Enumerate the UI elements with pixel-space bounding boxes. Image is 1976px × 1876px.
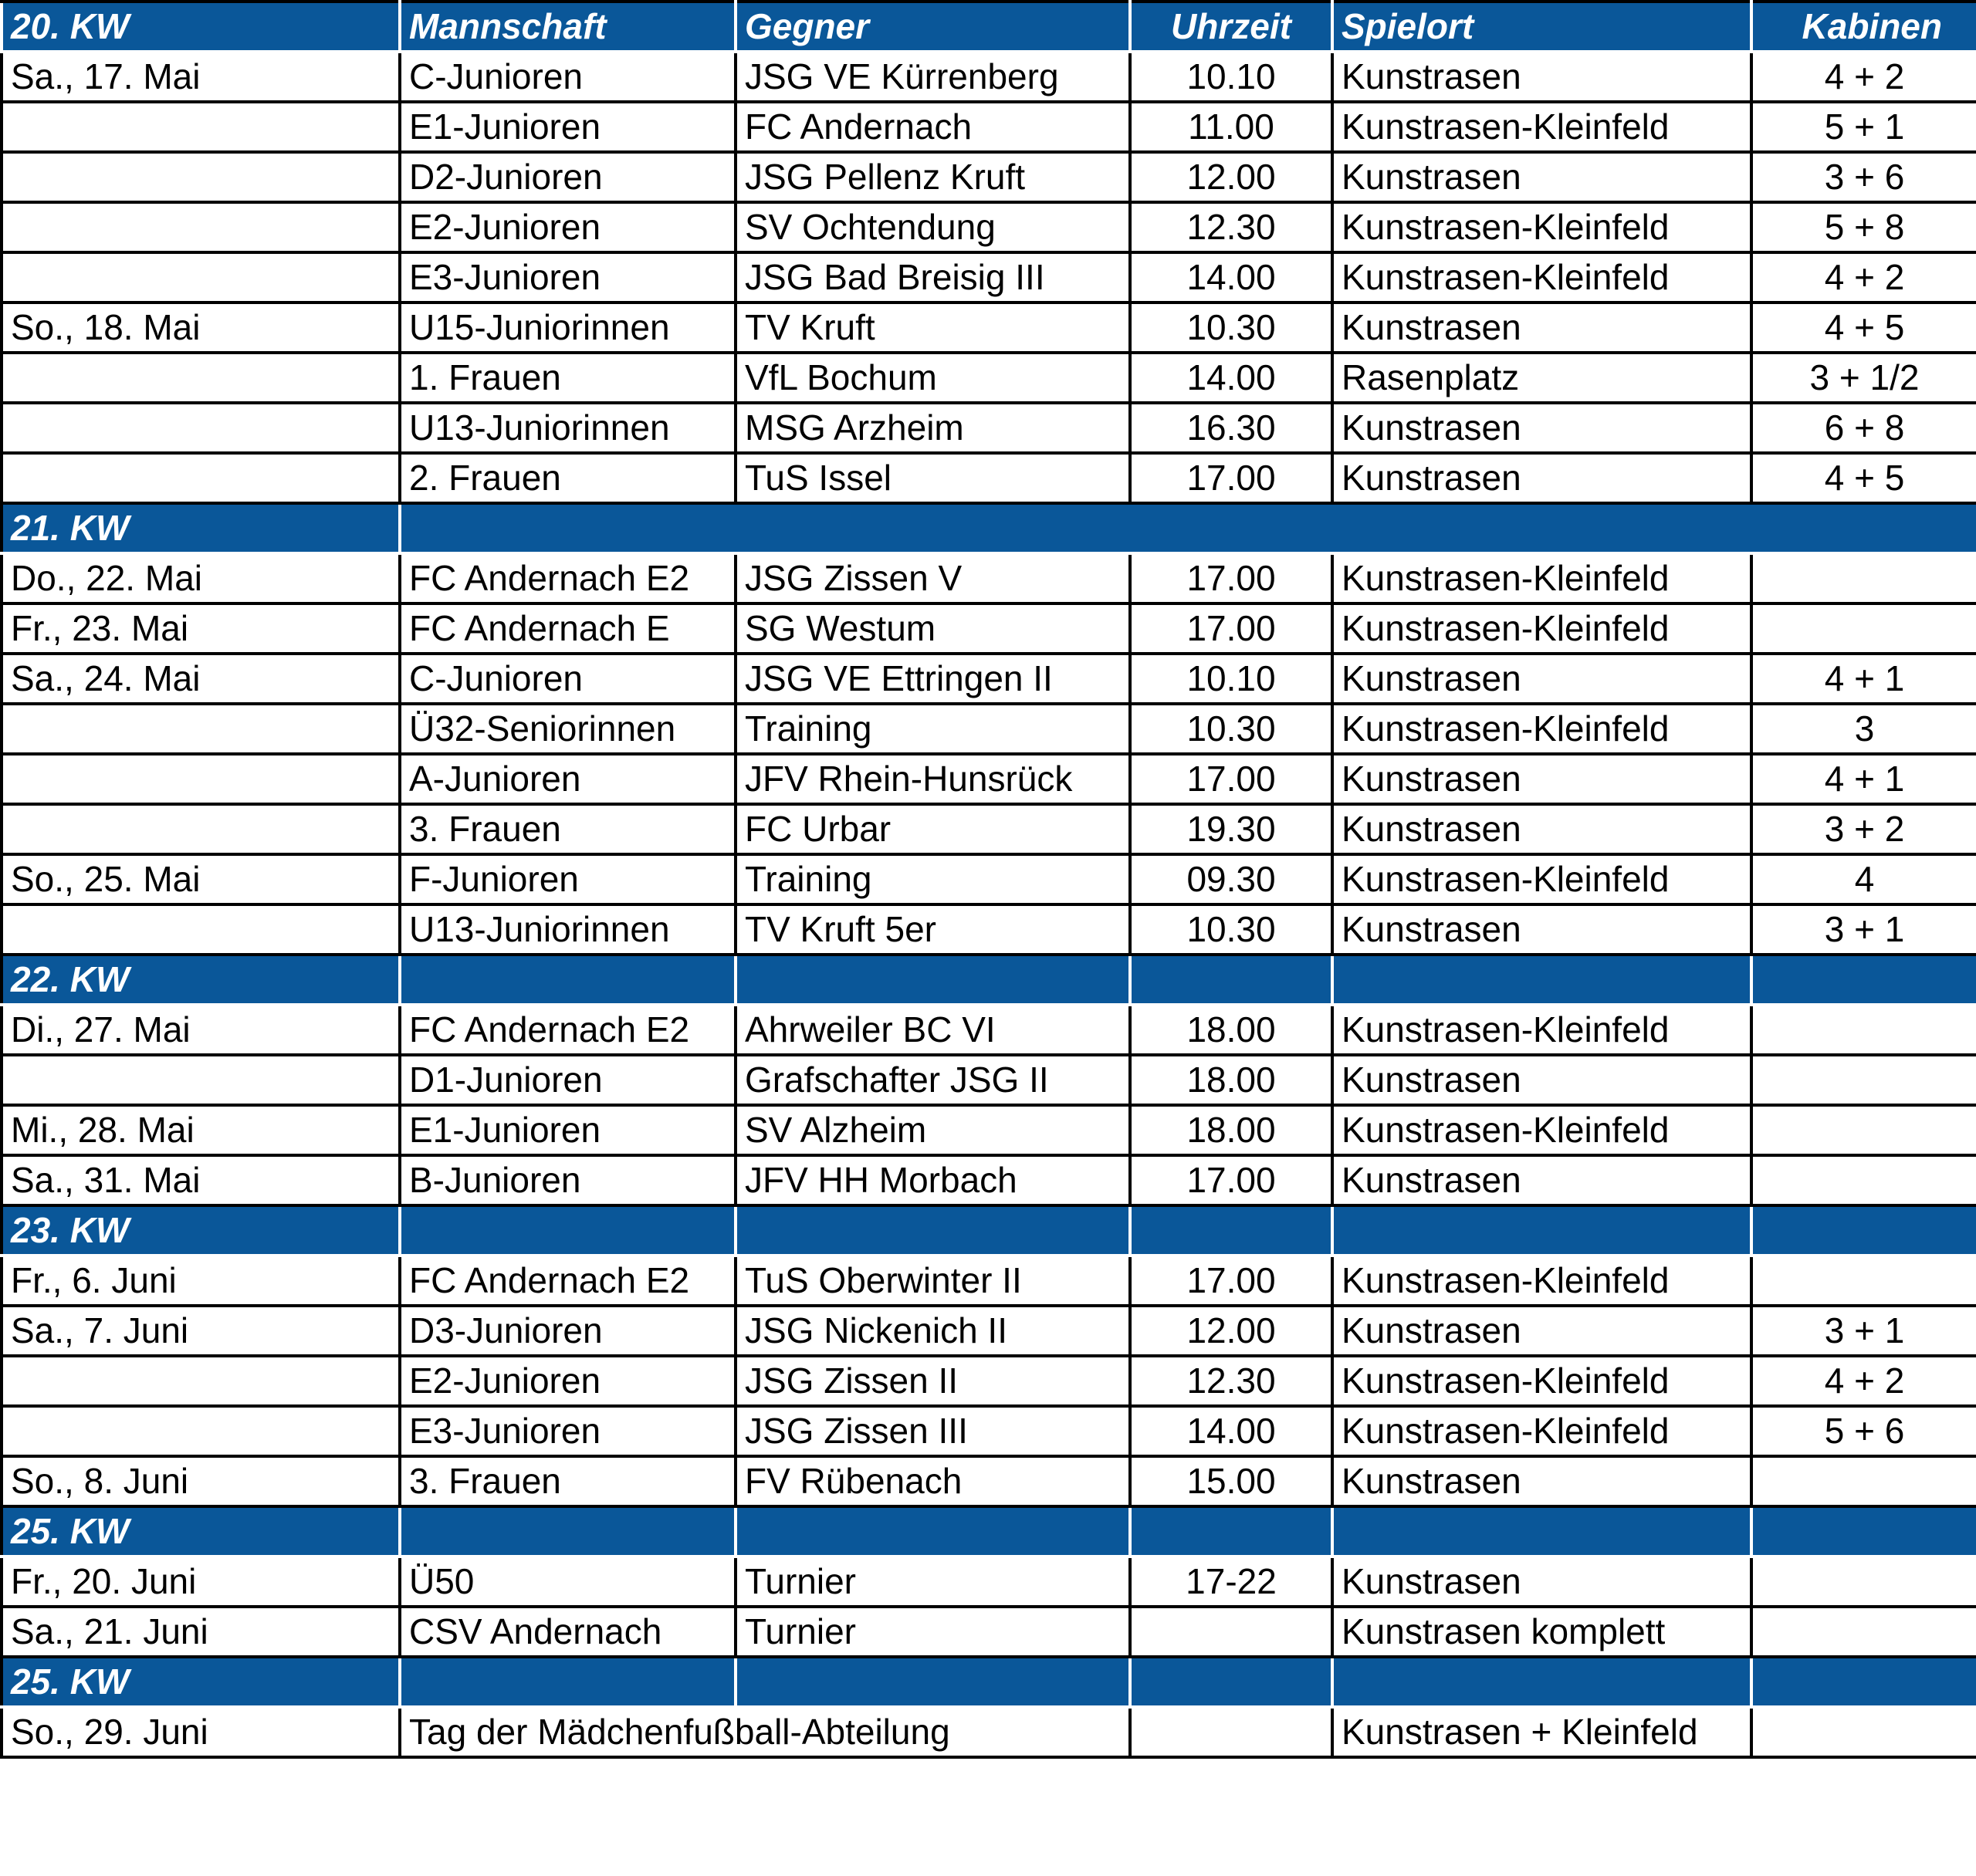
week-row: [2, 1205, 1976, 1256]
cabins-cell: 3 + 2: [1751, 804, 1976, 854]
opponent-cell: TV Kruft 5er: [736, 904, 1130, 955]
location-cell: Kunstrasen: [1332, 654, 1751, 704]
cabins-cell: 4 + 5: [1751, 453, 1976, 503]
cabins-cell: 4 + 2: [1751, 52, 1976, 102]
team-cell: 2. Frauen: [400, 453, 736, 503]
time-cell: 15.00: [1130, 1456, 1332, 1506]
cabins-cell: 4: [1751, 854, 1976, 904]
time-cell: 10.10: [1130, 52, 1332, 102]
team-cell: E1-Junioren: [400, 102, 736, 152]
location-cell: Kunstrasen-Kleinfeld: [1332, 1256, 1751, 1306]
location-cell: Kunstrasen: [1332, 303, 1751, 353]
opponent-cell: TuS Oberwinter II: [736, 1256, 1130, 1306]
team-cell: E2-Junioren: [400, 202, 736, 252]
date-cell: [2, 1055, 400, 1105]
opponent-cell: JSG Bad Breisig III: [736, 252, 1130, 303]
date-cell: [2, 252, 400, 303]
date-cell: So., 25. Mai: [2, 854, 400, 904]
week-filler: [736, 1506, 1130, 1557]
date-cell: [2, 152, 400, 202]
week-label: 25. KW: [2, 1506, 400, 1557]
location-cell: Kunstrasen-Kleinfeld: [1332, 1005, 1751, 1055]
opponent-cell: JSG Zissen II: [736, 1356, 1130, 1406]
cabins-cell: 4 + 1: [1751, 654, 1976, 704]
time-cell: 17.00: [1130, 453, 1332, 503]
time-cell: 09.30: [1130, 854, 1332, 904]
game-row: [2, 1256, 1976, 1306]
week-filler: [400, 1205, 736, 1256]
team-cell: C-Junioren: [400, 654, 736, 704]
location-cell: Kunstrasen: [1332, 152, 1751, 202]
time-cell: [1130, 1707, 1332, 1757]
game-row: [2, 1456, 1976, 1506]
time-cell: 17.00: [1130, 1155, 1332, 1205]
cabins-cell: [1751, 1155, 1976, 1205]
date-cell: Sa., 7. Juni: [2, 1306, 400, 1356]
date-cell: So., 18. Mai: [2, 303, 400, 353]
time-cell: 10.30: [1130, 704, 1332, 754]
opponent-cell: Training: [736, 704, 1130, 754]
time-cell: 11.00: [1130, 102, 1332, 152]
location-cell: Kunstrasen: [1332, 904, 1751, 955]
opponent-cell: MSG Arzheim: [736, 403, 1130, 453]
week-filler: [1332, 1205, 1751, 1256]
opponent-cell: FC Andernach: [736, 102, 1130, 152]
game-row: [2, 1406, 1976, 1456]
opponent-cell: JFV HH Morbach: [736, 1155, 1130, 1205]
date-cell: Fr., 23. Mai: [2, 603, 400, 654]
team-cell: D3-Junioren: [400, 1306, 736, 1356]
time-cell: 10.30: [1130, 904, 1332, 955]
time-cell: 19.30: [1130, 804, 1332, 854]
opponent-cell: Ahrweiler BC VI: [736, 1005, 1130, 1055]
header-opponent: Gegner: [736, 2, 1130, 52]
time-cell: 14.00: [1130, 1406, 1332, 1456]
team-cell: 1. Frauen: [400, 353, 736, 403]
cabins-cell: 5 + 1: [1751, 102, 1976, 152]
time-cell: 17.00: [1130, 553, 1332, 603]
time-cell: 12.30: [1130, 1356, 1332, 1406]
team-cell: FC Andernach E2: [400, 1005, 736, 1055]
event-row: [2, 1707, 1976, 1757]
location-cell: Kunstrasen-Kleinfeld: [1332, 553, 1751, 603]
time-cell: 17.00: [1130, 1256, 1332, 1306]
date-cell: Fr., 6. Juni: [2, 1256, 400, 1306]
time-cell: 17.00: [1130, 603, 1332, 654]
team-cell: E3-Junioren: [400, 252, 736, 303]
opponent-cell: JSG Zissen III: [736, 1406, 1130, 1456]
location-cell: Kunstrasen: [1332, 1456, 1751, 1506]
opponent-cell: Turnier: [736, 1607, 1130, 1657]
location-cell: Kunstrasen-Kleinfeld: [1332, 102, 1751, 152]
date-cell: [2, 754, 400, 804]
cabins-cell: 4 + 1: [1751, 754, 1976, 804]
week-filler: [1332, 955, 1751, 1005]
opponent-cell: JFV Rhein-Hunsrück: [736, 754, 1130, 804]
cabins-cell: 4 + 2: [1751, 1356, 1976, 1406]
week-filler: [400, 1506, 736, 1557]
week-filler: [1751, 1205, 1976, 1256]
game-row: [2, 1306, 1976, 1356]
opponent-cell: FC Urbar: [736, 804, 1130, 854]
team-cell: C-Junioren: [400, 52, 736, 102]
cabins-cell: 3 + 6: [1751, 152, 1976, 202]
team-cell: E3-Junioren: [400, 1406, 736, 1456]
team-cell: 3. Frauen: [400, 1456, 736, 1506]
cabins-cell: [1751, 553, 1976, 603]
team-cell: U13-Juniorinnen: [400, 403, 736, 453]
cabins-cell: 3 + 1: [1751, 1306, 1976, 1356]
team-cell: E2-Junioren: [400, 1356, 736, 1406]
team-cell: D1-Junioren: [400, 1055, 736, 1105]
date-cell: Sa., 31. Mai: [2, 1155, 400, 1205]
team-cell: 3. Frauen: [400, 804, 736, 854]
game-row: [2, 804, 1976, 854]
opponent-cell: JSG Pellenz Kruft: [736, 152, 1130, 202]
date-cell: [2, 202, 400, 252]
game-row: [2, 152, 1976, 202]
cabins-cell: [1751, 1607, 1976, 1657]
week-label: 23. KW: [2, 1205, 400, 1256]
date-cell: [2, 804, 400, 854]
week-filler: [1332, 1506, 1751, 1557]
cabins-cell: 5 + 6: [1751, 1406, 1976, 1456]
date-cell: [2, 1406, 400, 1456]
game-row: [2, 453, 1976, 503]
game-row: [2, 1005, 1976, 1055]
game-row: [2, 102, 1976, 152]
event-title-cell: Tag der Mädchenfußball-Abteilung: [400, 1707, 1130, 1757]
time-cell: 12.00: [1130, 152, 1332, 202]
header-row: [2, 2, 1976, 52]
week-filler: [400, 1657, 736, 1707]
team-cell: FC Andernach E2: [400, 1256, 736, 1306]
team-cell: B-Junioren: [400, 1155, 736, 1205]
location-cell: Kunstrasen: [1332, 1306, 1751, 1356]
opponent-cell: JSG VE Ettringen II: [736, 654, 1130, 704]
week-label: 21. KW: [2, 503, 400, 553]
opponent-cell: FV Rübenach: [736, 1456, 1130, 1506]
team-cell: FC Andernach E2: [400, 553, 736, 603]
game-row: [2, 52, 1976, 102]
opponent-cell: JSG Nickenich II: [736, 1306, 1130, 1356]
team-cell: A-Junioren: [400, 754, 736, 804]
time-cell: 18.00: [1130, 1005, 1332, 1055]
header-location: Spielort: [1332, 2, 1751, 52]
opponent-cell: TuS Issel: [736, 453, 1130, 503]
game-row: [2, 904, 1976, 955]
cabins-cell: 5 + 8: [1751, 202, 1976, 252]
time-cell: 12.00: [1130, 1306, 1332, 1356]
opponent-cell: Grafschafter JSG II: [736, 1055, 1130, 1105]
location-cell: Kunstrasen: [1332, 403, 1751, 453]
game-row: [2, 1055, 1976, 1105]
game-row: [2, 1155, 1976, 1205]
week-label: 25. KW: [2, 1657, 400, 1707]
location-cell: Kunstrasen: [1332, 453, 1751, 503]
location-cell: Kunstrasen-Kleinfeld: [1332, 1406, 1751, 1456]
team-cell: Ü32-Seniorinnen: [400, 704, 736, 754]
location-cell: Kunstrasen: [1332, 804, 1751, 854]
date-cell: [2, 353, 400, 403]
header-team: Mannschaft: [400, 2, 736, 52]
week-filler: [1751, 955, 1976, 1005]
header-week: 20. KW: [2, 2, 400, 52]
game-row: [2, 303, 1976, 353]
week-row: [2, 503, 1976, 553]
game-row: [2, 252, 1976, 303]
team-cell: CSV Andernach: [400, 1607, 736, 1657]
date-cell: Sa., 17. Mai: [2, 52, 400, 102]
game-row: [2, 1356, 1976, 1406]
date-cell: Fr., 20. Juni: [2, 1557, 400, 1607]
date-cell: So., 8. Juni: [2, 1456, 400, 1506]
location-cell: Kunstrasen: [1332, 1557, 1751, 1607]
week-filler: [1130, 1205, 1332, 1256]
cabins-cell: 3 + 1/2: [1751, 353, 1976, 403]
team-cell: F-Junioren: [400, 854, 736, 904]
location-cell: Kunstrasen: [1332, 754, 1751, 804]
date-cell: Mi., 28. Mai: [2, 1105, 400, 1155]
week-filler: [1751, 1506, 1976, 1557]
cabins-cell: [1751, 603, 1976, 654]
opponent-cell: SG Westum: [736, 603, 1130, 654]
opponent-cell: SV Ochtendung: [736, 202, 1130, 252]
game-row: [2, 202, 1976, 252]
week-row: [2, 1657, 1976, 1707]
location-cell: Kunstrasen-Kleinfeld: [1332, 704, 1751, 754]
time-cell: 17-22: [1130, 1557, 1332, 1607]
game-row: [2, 854, 1976, 904]
location-cell: Kunstrasen-Kleinfeld: [1332, 1356, 1751, 1406]
week-label: 22. KW: [2, 955, 400, 1005]
cabins-cell: 3: [1751, 704, 1976, 754]
game-row: [2, 704, 1976, 754]
date-cell: [2, 453, 400, 503]
date-cell: [2, 403, 400, 453]
cabins-cell: [1751, 1557, 1976, 1607]
team-cell: U13-Juniorinnen: [400, 904, 736, 955]
location-cell: Kunstrasen: [1332, 1155, 1751, 1205]
opponent-cell: JSG Zissen V: [736, 553, 1130, 603]
week-filler: [1751, 1657, 1976, 1707]
date-cell: [2, 102, 400, 152]
opponent-cell: Turnier: [736, 1557, 1130, 1607]
header-time: Uhrzeit: [1130, 2, 1332, 52]
game-row: [2, 1105, 1976, 1155]
week-filler: [736, 1657, 1130, 1707]
cabins-cell: 3 + 1: [1751, 904, 1976, 955]
schedule-body: [2, 52, 1976, 1757]
location-cell: Kunstrasen: [1332, 52, 1751, 102]
team-cell: E1-Junioren: [400, 1105, 736, 1155]
date-cell: Sa., 24. Mai: [2, 654, 400, 704]
cabins-cell: [1751, 1256, 1976, 1306]
date-cell: Do., 22. Mai: [2, 553, 400, 603]
time-cell: 14.00: [1130, 252, 1332, 303]
opponent-cell: SV Alzheim: [736, 1105, 1130, 1155]
time-cell: 18.00: [1130, 1055, 1332, 1105]
week-row: [2, 1506, 1976, 1557]
time-cell: [1130, 1607, 1332, 1657]
time-cell: 14.00: [1130, 353, 1332, 403]
date-cell: Di., 27. Mai: [2, 1005, 400, 1055]
week-filler: [1130, 1506, 1332, 1557]
week-filler: [1130, 955, 1332, 1005]
cabins-cell: [1751, 1055, 1976, 1105]
week-filler: [1130, 1657, 1332, 1707]
week-row: [2, 955, 1976, 1005]
time-cell: 17.00: [1130, 754, 1332, 804]
week-filler: [736, 955, 1130, 1005]
team-cell: D2-Junioren: [400, 152, 736, 202]
cabins-cell: 4 + 2: [1751, 252, 1976, 303]
cabins-cell: [1751, 1707, 1976, 1757]
location-cell: Kunstrasen-Kleinfeld: [1332, 854, 1751, 904]
team-cell: U15-Juniorinnen: [400, 303, 736, 353]
time-cell: 16.30: [1130, 403, 1332, 453]
location-cell: Kunstrasen + Kleinfeld: [1332, 1707, 1751, 1757]
date-cell: So., 29. Juni: [2, 1707, 400, 1757]
week-filler: [1332, 1657, 1751, 1707]
location-cell: Kunstrasen-Kleinfeld: [1332, 1105, 1751, 1155]
date-cell: Sa., 21. Juni: [2, 1607, 400, 1657]
time-cell: 12.30: [1130, 202, 1332, 252]
opponent-cell: VfL Bochum: [736, 353, 1130, 403]
date-cell: [2, 1356, 400, 1406]
header-cabins: Kabinen: [1751, 2, 1976, 52]
location-cell: Kunstrasen-Kleinfeld: [1332, 252, 1751, 303]
location-cell: Kunstrasen komplett: [1332, 1607, 1751, 1657]
opponent-cell: Training: [736, 854, 1130, 904]
game-row: [2, 654, 1976, 704]
location-cell: Kunstrasen: [1332, 1055, 1751, 1105]
cabins-cell: [1751, 1456, 1976, 1506]
opponent-cell: TV Kruft: [736, 303, 1130, 353]
cabins-cell: [1751, 1005, 1976, 1055]
location-cell: Rasenplatz: [1332, 353, 1751, 403]
week-filler: [736, 1205, 1130, 1256]
cabins-cell: [1751, 1105, 1976, 1155]
location-cell: Kunstrasen-Kleinfeld: [1332, 603, 1751, 654]
time-cell: 10.10: [1130, 654, 1332, 704]
game-row: [2, 1557, 1976, 1607]
time-cell: 18.00: [1130, 1105, 1332, 1155]
game-row: [2, 754, 1976, 804]
time-cell: 10.30: [1130, 303, 1332, 353]
team-cell: FC Andernach E: [400, 603, 736, 654]
date-cell: [2, 904, 400, 955]
cabins-cell: 6 + 8: [1751, 403, 1976, 453]
week-filler: [400, 955, 736, 1005]
game-row: [2, 553, 1976, 603]
game-row: [2, 403, 1976, 453]
game-row: [2, 603, 1976, 654]
location-cell: Kunstrasen-Kleinfeld: [1332, 202, 1751, 252]
date-cell: [2, 704, 400, 754]
game-row: [2, 353, 1976, 403]
opponent-cell: JSG VE Kürrenberg: [736, 52, 1130, 102]
week-filler: [400, 503, 1976, 553]
team-cell: Ü50: [400, 1557, 736, 1607]
cabins-cell: 4 + 5: [1751, 303, 1976, 353]
game-row: [2, 1607, 1976, 1657]
